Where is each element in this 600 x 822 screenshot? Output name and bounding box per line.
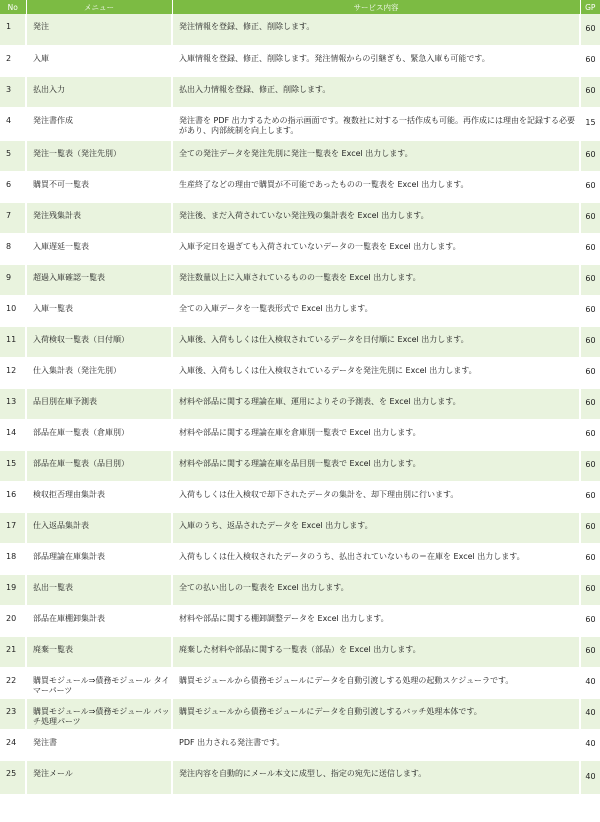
row-number: 5 xyxy=(0,140,26,171)
menu-name: 購買モジュール⇒債務モジュール タイマーパーツ xyxy=(26,667,172,698)
service-description: 発注情報を登録、修正、削除します。 xyxy=(172,14,580,45)
gp-value: 60 xyxy=(580,76,600,107)
header-gp: GP xyxy=(580,0,600,14)
service-description: 発注内容を自動的にメール本文に成型し、指定の宛先に送信します。 xyxy=(172,760,580,794)
menu-name: 払出入力 xyxy=(26,76,172,107)
gp-value: 40 xyxy=(580,698,600,729)
table-row xyxy=(0,636,600,667)
row-number: 16 xyxy=(0,481,26,512)
table-row xyxy=(0,574,600,605)
row-number: 8 xyxy=(0,233,26,264)
service-description: 全ての入庫データを一覧表形式で Excel 出力します。 xyxy=(172,295,580,326)
table-body xyxy=(0,14,600,794)
gp-value: 60 xyxy=(580,202,600,233)
menu-name: 入庫一覧表 xyxy=(26,295,172,326)
service-description: 購買モジュールから債務モジュールにデータを自動引渡しするバッチ処理本体です。 xyxy=(172,698,580,729)
table-row xyxy=(0,543,600,574)
row-number: 11 xyxy=(0,326,26,357)
menu-name: 入荷検収一覧表（日付順） xyxy=(26,326,172,357)
service-description: 発注数量以上に入庫されているものの一覧表を Excel 出力します。 xyxy=(172,264,580,295)
row-number: 1 xyxy=(0,14,26,45)
menu-name: 部品理論在庫集計表 xyxy=(26,543,172,574)
table-row xyxy=(0,264,600,295)
gp-value: 60 xyxy=(580,264,600,295)
row-number: 17 xyxy=(0,512,26,543)
table-row xyxy=(0,295,600,326)
row-number: 24 xyxy=(0,729,26,760)
menu-name: 超過入庫確認一覧表 xyxy=(26,264,172,295)
table-row xyxy=(0,107,600,140)
menu-name: 発注残集計表 xyxy=(26,202,172,233)
header-menu: メニュー xyxy=(26,0,172,14)
gp-value: 60 xyxy=(580,388,600,419)
menu-name: 入庫遅延一覧表 xyxy=(26,233,172,264)
service-description: 払出入力情報を登録、修正、削除します。 xyxy=(172,76,580,107)
row-number: 9 xyxy=(0,264,26,295)
table-row xyxy=(0,140,600,171)
row-number: 25 xyxy=(0,760,26,794)
row-number: 21 xyxy=(0,636,26,667)
service-description: 廃棄した材料や部品に関する一覧表（部品）を Excel 出力します。 xyxy=(172,636,580,667)
service-description: 材料や部品に関する棚卸調整データを Excel 出力します。 xyxy=(172,605,580,636)
gp-value: 60 xyxy=(580,450,600,481)
table-row xyxy=(0,233,600,264)
service-description: 入庫情報を登録、修正、削除します。発注情報からの引継ぎも、緊急入庫も可能です。 xyxy=(172,45,580,76)
row-number: 12 xyxy=(0,357,26,388)
gp-value: 60 xyxy=(580,326,600,357)
gp-value: 60 xyxy=(580,512,600,543)
row-number: 10 xyxy=(0,295,26,326)
menu-name: 廃棄一覧表 xyxy=(26,636,172,667)
table-row xyxy=(0,605,600,636)
gp-value: 40 xyxy=(580,760,600,794)
menu-name: 発注 xyxy=(26,14,172,45)
gp-value: 60 xyxy=(580,140,600,171)
service-description: 入荷もしくは仕入検収で却下されたデータの集計を、却下理由別に行います。 xyxy=(172,481,580,512)
gp-value: 60 xyxy=(580,543,600,574)
header-no: No xyxy=(0,0,26,14)
table-row xyxy=(0,171,600,202)
service-description: 購買モジュールから債務モジュールにデータを自動引渡しする処理の起動スケジューラです。 xyxy=(172,667,580,698)
table-row xyxy=(0,388,600,419)
service-description: 生産終了などの理由で購買が不可能であったものの一覧表を Excel 出力します。 xyxy=(172,171,580,202)
service-description: 入庫後、入荷もしくは仕入検収されているデータを発注先別に Excel 出力します。 xyxy=(172,357,580,388)
menu-name: 購買不可一覧表 xyxy=(26,171,172,202)
menu-name: 発注書 xyxy=(26,729,172,760)
table-row xyxy=(0,450,600,481)
menu-name: 仕入集計表（発注先別） xyxy=(26,357,172,388)
table-row xyxy=(0,76,600,107)
row-number: 4 xyxy=(0,107,26,140)
menu-name: 仕入返品集計表 xyxy=(26,512,172,543)
gp-value: 15 xyxy=(580,107,600,140)
gp-value: 60 xyxy=(580,295,600,326)
gp-value: 40 xyxy=(580,667,600,698)
row-number: 22 xyxy=(0,667,26,698)
menu-name: 発注一覧表（発注先別） xyxy=(26,140,172,171)
table-row xyxy=(0,667,600,698)
row-number: 7 xyxy=(0,202,26,233)
header-service-description: サービス内容 xyxy=(172,0,580,14)
menu-name: 購買モジュール⇒債務モジュール バッチ処理パーツ xyxy=(26,698,172,729)
table-row xyxy=(0,326,600,357)
table-row xyxy=(0,760,600,794)
service-description: 入庫のうち、返品されたデータを Excel 出力します。 xyxy=(172,512,580,543)
row-number: 6 xyxy=(0,171,26,202)
table-row xyxy=(0,45,600,76)
menu-name: 払出一覧表 xyxy=(26,574,172,605)
service-description: 入荷もしくは仕入検収されたデータのうち、払出されていないもの＝在庫を Excel 出力します。 xyxy=(172,543,580,574)
menu-name: 入庫 xyxy=(26,45,172,76)
row-number: 15 xyxy=(0,450,26,481)
menu-name: 品目別在庫予測表 xyxy=(26,388,172,419)
menu-name: 発注メール xyxy=(26,760,172,794)
service-description: 発注書を PDF 出力するための指示画面です。複数社に対する一括作成も可能。再作成には理由を記録する必要があり、内部統制を向上します。 xyxy=(172,107,580,140)
row-number: 2 xyxy=(0,45,26,76)
gp-value: 60 xyxy=(580,636,600,667)
gp-value: 60 xyxy=(580,171,600,202)
table-row xyxy=(0,729,600,760)
service-description: 入庫後、入荷もしくは仕入検収されているデータを日付順に Excel 出力します。 xyxy=(172,326,580,357)
table-row xyxy=(0,14,600,45)
gp-value: 60 xyxy=(580,14,600,45)
gp-value: 60 xyxy=(580,574,600,605)
table-row xyxy=(0,698,600,729)
gp-value: 60 xyxy=(580,45,600,76)
gp-value: 60 xyxy=(580,419,600,450)
service-description: 発注後、まだ入荷されていない発注残の集計表を Excel 出力します。 xyxy=(172,202,580,233)
gp-value: 40 xyxy=(580,729,600,760)
row-number: 13 xyxy=(0,388,26,419)
service-description: 材料や部品に関する理論在庫を品目別一覧表で Excel 出力します。 xyxy=(172,450,580,481)
menu-name: 部品在庫一覧表（倉庫別） xyxy=(26,419,172,450)
table-row xyxy=(0,512,600,543)
table-row xyxy=(0,202,600,233)
gp-value: 60 xyxy=(580,605,600,636)
service-description: 全ての発注データを発注先別に発注一覧表を Excel 出力します。 xyxy=(172,140,580,171)
service-description: 材料や部品に関する理論在庫、運用によりその予測表、を Excel 出力します。 xyxy=(172,388,580,419)
menu-name: 部品在庫棚卸集計表 xyxy=(26,605,172,636)
gp-value: 60 xyxy=(580,233,600,264)
gp-value: 60 xyxy=(580,357,600,388)
menu-name: 部品在庫一覧表（品目別） xyxy=(26,450,172,481)
row-number: 23 xyxy=(0,698,26,729)
table-header-row xyxy=(0,0,600,14)
menu-name: 発注書作成 xyxy=(26,107,172,140)
row-number: 19 xyxy=(0,574,26,605)
service-description: 入庫予定日を過ぎても入荷されていないデータの一覧表を Excel 出力します。 xyxy=(172,233,580,264)
service-description: 材料や部品に関する理論在庫を倉庫別一覧表で Excel 出力します。 xyxy=(172,419,580,450)
table-row xyxy=(0,357,600,388)
table-row xyxy=(0,419,600,450)
table-row xyxy=(0,481,600,512)
row-number: 14 xyxy=(0,419,26,450)
row-number: 18 xyxy=(0,543,26,574)
service-description: 全ての払い出しの一覧表を Excel 出力します。 xyxy=(172,574,580,605)
gp-value: 60 xyxy=(580,481,600,512)
row-number: 3 xyxy=(0,76,26,107)
service-description: PDF 出力される発注書です。 xyxy=(172,729,580,760)
row-number: 20 xyxy=(0,605,26,636)
menu-name: 検収拒否理由集計表 xyxy=(26,481,172,512)
